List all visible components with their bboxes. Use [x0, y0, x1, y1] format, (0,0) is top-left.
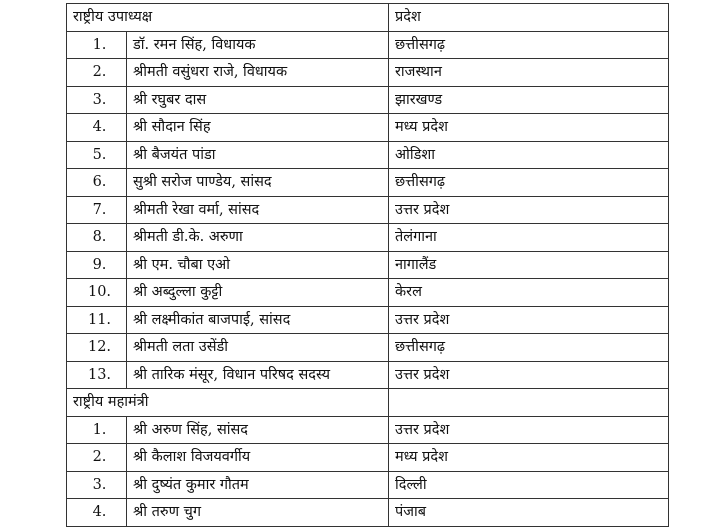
table-row — [67, 444, 669, 472]
section-heading-general-secretary: राष्ट्रीय महामंत्री — [67, 389, 389, 417]
member-state: झारखण्ड — [389, 86, 669, 114]
row-number: 12. — [67, 334, 127, 362]
section-heading-vice-president: राष्ट्रीय उपाध्यक्ष — [67, 4, 389, 32]
table-row — [67, 86, 669, 114]
member-state: तेलंगाना — [389, 224, 669, 252]
row-number: 8. — [67, 224, 127, 252]
table-row — [67, 361, 669, 389]
member-state: उत्तर प्रदेश — [389, 306, 669, 334]
member-state: छत्तीसगढ़ — [389, 31, 669, 59]
member-state: छत्तीसगढ़ — [389, 169, 669, 197]
member-name: श्रीमती डी.के. अरुणा — [127, 224, 389, 252]
table-row — [67, 471, 669, 499]
member-state: पंजाब — [389, 499, 669, 527]
member-name: श्री रघुबर दास — [127, 86, 389, 114]
row-number: 11. — [67, 306, 127, 334]
row-number: 5. — [67, 141, 127, 169]
member-name: श्री अरुण सिंह, सांसद — [127, 416, 389, 444]
row-number: 9. — [67, 251, 127, 279]
member-state: मध्य प्रदेश — [389, 444, 669, 472]
member-state: उत्तर प्रदेश — [389, 416, 669, 444]
member-name: सुश्री सरोज पाण्डेय, सांसद — [127, 169, 389, 197]
member-name: श्री कैलाश विजयवर्गीय — [127, 444, 389, 472]
table-row — [67, 251, 669, 279]
member-name: श्री सौदान सिंह — [127, 114, 389, 142]
member-state: ओडिशा — [389, 141, 669, 169]
member-state: दिल्ली — [389, 471, 669, 499]
row-number: 3. — [67, 86, 127, 114]
row-number: 13. — [67, 361, 127, 389]
member-name: श्रीमती वसुंधरा राजे, विधायक — [127, 59, 389, 87]
state-column-header: प्रदेश — [389, 4, 669, 32]
member-name: श्री बैजयंत पांडा — [127, 141, 389, 169]
table-row — [67, 59, 669, 87]
table-row — [67, 196, 669, 224]
member-state: छत्तीसगढ़ — [389, 334, 669, 362]
table-row — [67, 169, 669, 197]
table-row — [67, 224, 669, 252]
empty-cell — [389, 389, 669, 417]
member-name: श्री लक्ष्मीकांत बाजपाई, सांसद — [127, 306, 389, 334]
row-number: 10. — [67, 279, 127, 307]
member-name: श्री तारिक मंसूर, विधान परिषद सदस्य — [127, 361, 389, 389]
member-state: मध्य प्रदेश — [389, 114, 669, 142]
table-row — [67, 416, 669, 444]
member-state: नागालैंड — [389, 251, 669, 279]
member-name: श्रीमती रेखा वर्मा, सांसद — [127, 196, 389, 224]
table-row — [67, 499, 669, 527]
member-name: श्री एम. चौबा एओ — [127, 251, 389, 279]
member-name: श्री अब्दुल्ला कुट्टी — [127, 279, 389, 307]
section-header-general-secretary — [67, 389, 669, 417]
member-state: उत्तर प्रदेश — [389, 361, 669, 389]
table-row — [67, 279, 669, 307]
row-number: 3. — [67, 471, 127, 499]
table-row — [67, 306, 669, 334]
member-name: डॉ. रमन सिंह, विधायक — [127, 31, 389, 59]
row-number: 1. — [67, 31, 127, 59]
member-state: उत्तर प्रदेश — [389, 196, 669, 224]
table-row — [67, 114, 669, 142]
row-number: 4. — [67, 114, 127, 142]
row-number: 6. — [67, 169, 127, 197]
row-number: 2. — [67, 444, 127, 472]
member-name: श्री दुष्यंत कुमार गौतम — [127, 471, 389, 499]
table-row — [67, 334, 669, 362]
row-number: 4. — [67, 499, 127, 527]
row-number: 1. — [67, 416, 127, 444]
row-number: 7. — [67, 196, 127, 224]
member-name: श्री तरुण चुग — [127, 499, 389, 527]
table-body — [67, 4, 669, 527]
section-header-vice-president — [67, 4, 669, 32]
table-row — [67, 141, 669, 169]
row-number: 2. — [67, 59, 127, 87]
member-state: केरल — [389, 279, 669, 307]
table-row — [67, 31, 669, 59]
office-bearers-table — [66, 3, 669, 527]
member-state: राजस्थान — [389, 59, 669, 87]
member-name: श्रीमती लता उसेंडी — [127, 334, 389, 362]
